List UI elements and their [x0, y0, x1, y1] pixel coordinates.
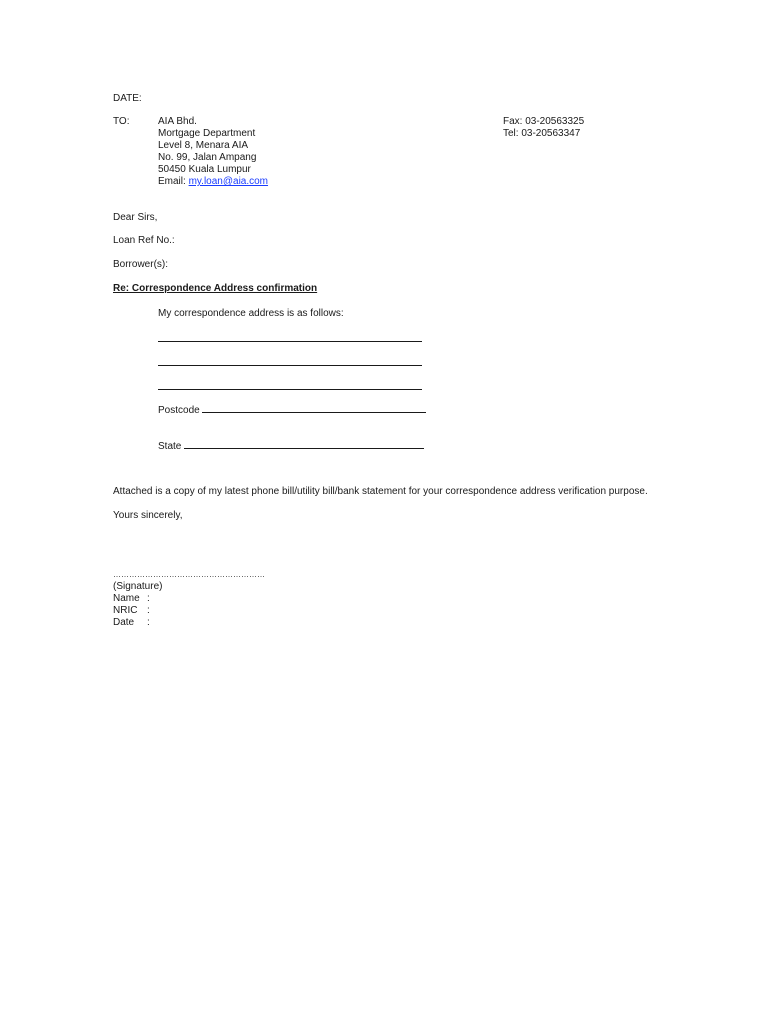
- date-colon: :: [147, 617, 150, 628]
- loan-ref-label: Loan Ref No.:: [113, 235, 175, 246]
- email-label: Email:: [158, 176, 186, 187]
- date-label: DATE:: [113, 93, 142, 104]
- name-colon: :: [147, 593, 150, 604]
- signature-dots: …………………………………………………: [113, 570, 265, 579]
- salutation: Dear Sirs,: [113, 212, 158, 223]
- closing: Yours sincerely,: [113, 510, 183, 521]
- nric-row: [113, 605, 265, 617]
- date-row: [113, 617, 265, 629]
- contact-info: [503, 116, 584, 140]
- name-label: Name: [113, 593, 140, 604]
- signature-date-label: Date: [113, 617, 135, 628]
- subject-heading: Re: Correspondence Address confirmation: [113, 283, 318, 294]
- recipient-email-row: [158, 176, 268, 188]
- name-row: [113, 593, 265, 605]
- state-label: State: [158, 441, 182, 452]
- intro-text: My correspondence address is as follows:: [158, 308, 344, 319]
- tel-number: Tel: 03-20563347: [503, 128, 581, 139]
- recipient-name: AIA Bhd.: [158, 116, 197, 127]
- recipient-address-line1: Level 8, Menara AIA: [158, 140, 249, 151]
- nric-colon: :: [147, 605, 150, 616]
- address-line-2: [158, 356, 422, 366]
- state-row: [158, 439, 424, 453]
- signature-label: (Signature): [113, 581, 163, 592]
- recipient-department: Mortgage Department: [158, 128, 256, 139]
- state-line: [184, 439, 424, 449]
- recipient-address: [158, 116, 268, 188]
- address-line-1: [158, 332, 422, 342]
- address-line-3: [158, 380, 422, 390]
- recipient-address-line3: 50450 Kuala Lumpur: [158, 164, 251, 175]
- attachment-note: Attached is a copy of my latest phone bill/utility bill/bank statement for your correspondence address verification purpose.: [113, 486, 648, 497]
- fax-number: Fax: 03-20563325: [503, 116, 585, 127]
- postcode-row: [158, 403, 426, 417]
- signature-block: [113, 569, 265, 629]
- postcode-label: Postcode: [158, 405, 200, 416]
- postcode-line: [202, 403, 426, 413]
- recipient-address-line2: No. 99, Jalan Ampang: [158, 152, 257, 163]
- nric-label: NRIC: [113, 605, 138, 616]
- to-label: TO:: [113, 116, 130, 127]
- email-link[interactable]: my.loan@aia.com: [188, 176, 269, 187]
- borrowers-label: Borrower(s):: [113, 259, 169, 270]
